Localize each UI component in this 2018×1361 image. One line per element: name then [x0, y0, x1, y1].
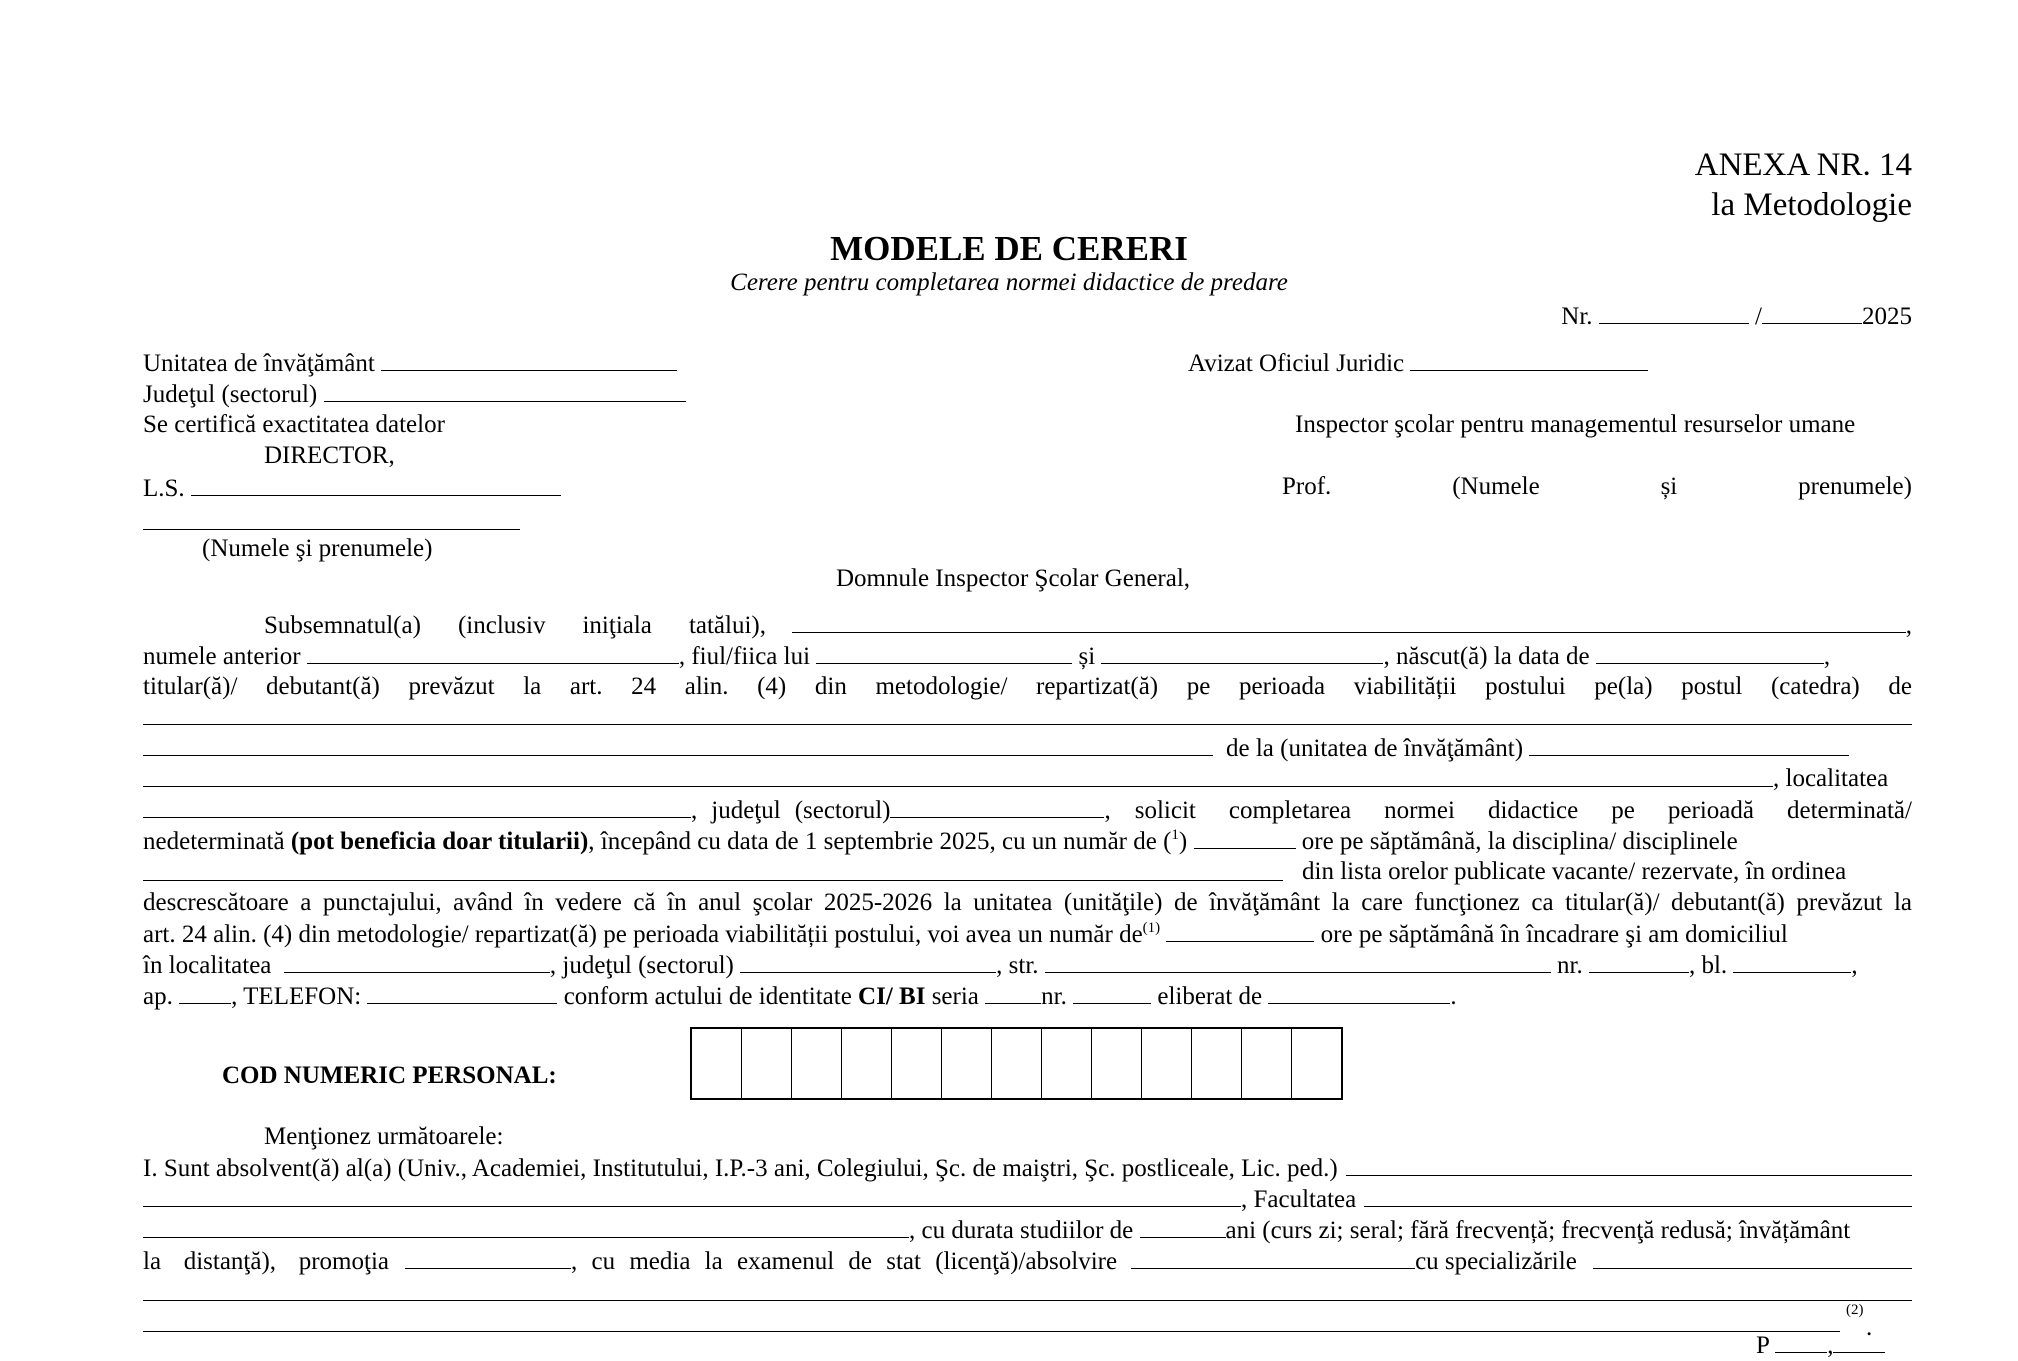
- hours-field[interactable]: [1194, 826, 1296, 849]
- cnp-digit-box[interactable]: [1292, 1029, 1341, 1098]
- word: promoţia: [298, 1248, 389, 1275]
- word: Subsemnatul(a): [264, 612, 421, 639]
- text: art. 24 alin. (4) din metodologie/ repartizat(ă) pe perioada viabilității postului, voi avea un număr de: [143, 921, 1143, 948]
- word: distanţă),: [183, 1248, 277, 1275]
- body-line-9: din lista orelor publicate vacante/ rezervate, în ordinea: [1302, 858, 1847, 885]
- director-label: DIRECTOR,: [264, 442, 395, 469]
- phone-label: , TELEFON:: [231, 983, 362, 1010]
- inspector-name-line: [1282, 472, 1912, 502]
- number-label: nr.: [1557, 952, 1583, 979]
- nr-label: Nr.: [1561, 303, 1593, 330]
- prof-word: Prof.: [1282, 473, 1332, 500]
- street-label: , str.: [996, 952, 1039, 979]
- titular-note: (pot beneficia doar titularii): [290, 828, 589, 855]
- exam-average-label: , cu media la examenul de stat (licenţă)/absolvire: [571, 1248, 1118, 1275]
- comma: ,: [1104, 797, 1111, 824]
- applicant-name-field[interactable]: [792, 610, 1906, 633]
- salutation: Domnule Inspector Şcolar General,: [836, 565, 1191, 592]
- faculty-field-continued[interactable]: [143, 1215, 909, 1238]
- word: pe: [1186, 673, 1211, 700]
- father-name-field[interactable]: [816, 641, 1072, 664]
- word: completarea: [1228, 797, 1352, 824]
- cnp-grid: [690, 1027, 1343, 1100]
- prof-word: și: [1660, 473, 1678, 500]
- phone-field[interactable]: [367, 981, 557, 1004]
- id-number-field[interactable]: [1073, 981, 1151, 1004]
- word: la: [523, 673, 542, 700]
- p-field-1[interactable]: [1775, 1330, 1827, 1353]
- from-unit-field[interactable]: [1529, 733, 1849, 756]
- specializations-field-2[interactable]: [143, 1300, 1912, 1301]
- comma: ,: [1851, 952, 1858, 979]
- body-line-3: [143, 672, 1912, 702]
- word: postul: [1681, 673, 1743, 700]
- faculty-label: , Facultatea: [1241, 1186, 1357, 1213]
- graduate-label: I. Sunt absolvent(ă) al(a) (Univ., Academiei, Institutului, I.P.-3 ani, Colegiului, Şc. de maiştri, Şc. postliceale, Lic. ped.): [143, 1155, 1338, 1182]
- cnp-digit-box[interactable]: [842, 1029, 892, 1098]
- ls-line: [143, 473, 561, 503]
- word: prevăzut: [408, 673, 495, 700]
- issued-by-label: eliberat de: [1157, 983, 1263, 1010]
- street-field[interactable]: [1045, 950, 1551, 973]
- certifica-label: Se certifică exactitatea datelor: [143, 411, 445, 438]
- promotion-field[interactable]: [405, 1246, 571, 1269]
- body-line-5: [1226, 733, 1849, 763]
- mentions-intro: Menţionez următoarele:: [264, 1123, 504, 1150]
- id-doc-label: conform actului de identitate: [563, 983, 852, 1010]
- judetul-field[interactable]: [324, 379, 686, 402]
- text: ore pe săptămână, la disciplina/ disciplinele: [1301, 828, 1738, 855]
- applicant-label: [264, 611, 766, 641]
- unitatea-label: Unitatea de învăţământ: [143, 350, 375, 377]
- birth-date-field[interactable]: [1596, 641, 1824, 664]
- body-line-1: [264, 610, 1912, 640]
- disciplines-field[interactable]: [143, 880, 1283, 881]
- period: .: [1450, 983, 1457, 1010]
- p-label: P: [1756, 1332, 1769, 1359]
- mentions-line-1: [143, 1153, 1912, 1183]
- footnote-ref-1: 1: [1171, 827, 1179, 843]
- avizat-field[interactable]: [1410, 348, 1648, 371]
- id-number-label: nr.: [1041, 983, 1067, 1010]
- registration-number: [1561, 301, 1912, 331]
- mother-name-field[interactable]: [1101, 641, 1383, 664]
- specializations-field[interactable]: [1593, 1246, 1912, 1269]
- word: viabilității: [1353, 673, 1457, 700]
- word: titular(ă)/: [143, 673, 238, 700]
- nr-field[interactable]: [1599, 301, 1749, 324]
- and-label: și: [1078, 643, 1096, 670]
- unitatea-line: [143, 348, 677, 378]
- word: pe: [1611, 797, 1635, 824]
- duration-label: , cu durata studiilor de: [909, 1217, 1134, 1244]
- avizat-label: Avizat Oficiul Juridic: [1188, 350, 1405, 377]
- word: iniţiala: [582, 612, 652, 639]
- word: determinată/: [1787, 797, 1912, 824]
- text: ): [1178, 828, 1188, 855]
- text: ore pe săptămână în încadrare şi am domiciliul: [1320, 921, 1788, 948]
- cnp-digit-box[interactable]: [892, 1029, 942, 1098]
- page-marker: [1756, 1330, 1885, 1360]
- prof-word: prenumele): [1798, 473, 1912, 500]
- specializations-field-3[interactable]: [143, 1331, 1840, 1332]
- cnp-digit-box[interactable]: [1242, 1029, 1292, 1098]
- word: din: [814, 673, 847, 700]
- cnp-digit-box[interactable]: [1192, 1029, 1242, 1098]
- prof-word: (Numele: [1452, 473, 1540, 500]
- p-field-2[interactable]: [1833, 1330, 1885, 1353]
- word: didactice: [1487, 797, 1579, 824]
- director-name-caption: (Numele şi prenumele): [202, 535, 433, 562]
- body-line-11: [143, 919, 1788, 949]
- word: de: [1888, 673, 1912, 700]
- annex-subtitle: la Metodologie: [1711, 187, 1912, 223]
- body-line-13: [143, 981, 1457, 1011]
- faculty-field[interactable]: [1364, 1184, 1912, 1207]
- exam-average-field[interactable]: [1131, 1246, 1415, 1269]
- issued-by-field[interactable]: [1268, 981, 1450, 1004]
- mentions-line-3: [143, 1215, 1850, 1245]
- birth-date-label: , născut(ă) la data de: [1383, 643, 1590, 670]
- from-unit-label: de la (unitatea de învăţământ): [1226, 735, 1524, 762]
- period: .: [1866, 1314, 1873, 1341]
- catedra-field-2[interactable]: [143, 755, 1213, 756]
- cnp-digit-box[interactable]: [1092, 1029, 1142, 1098]
- block-label: , bl.: [1688, 952, 1728, 979]
- series-label: seria: [931, 983, 979, 1010]
- body-line-10: descrescătoare a punctajului, având în vedere că în anul şcolar 2025-2026 la unitatea (unităţile) de învăţământ la care funcţionez ca titular(ă)/ debutant(ă) prevăzut la: [143, 889, 1912, 916]
- request-text: [1135, 796, 1912, 826]
- footnote-ref-2: (2): [1846, 1302, 1864, 1318]
- body-line-8: [143, 826, 1738, 856]
- director-signature-field[interactable]: [191, 473, 561, 496]
- word: (inclusiv: [457, 612, 546, 639]
- comma: ,: [691, 797, 698, 824]
- cnp-digit-box[interactable]: [692, 1029, 742, 1098]
- nr-year: 2025: [1862, 303, 1912, 330]
- number-field[interactable]: [1589, 950, 1689, 973]
- comma: ,: [1823, 643, 1831, 670]
- localitatea-label: , localitatea: [1773, 765, 1889, 792]
- institution-field-continued[interactable]: [143, 1184, 1241, 1207]
- cnp-digit-box[interactable]: [992, 1029, 1042, 1098]
- word: postului: [1485, 673, 1566, 700]
- domicile-county-label: , judeţul (sectorul): [549, 952, 734, 979]
- catedra-field-1[interactable]: [143, 724, 1912, 725]
- word: (catedra): [1770, 673, 1860, 700]
- study-form-label: ani (curs zi; seral; fără frecvență; frecvenţă redusă; învățământ: [1225, 1217, 1851, 1244]
- cnp-label: COD NUMERIC PERSONAL:: [222, 1062, 557, 1089]
- institution-field[interactable]: [1346, 1153, 1912, 1176]
- mentions-line-4: [143, 1246, 1912, 1276]
- from-unit-field-continued[interactable]: [143, 786, 1773, 787]
- doc-subtitle: Cerere pentru completarea normei didactice de predare: [730, 269, 1288, 296]
- cnp-digit-box[interactable]: [1042, 1029, 1092, 1098]
- word: 24: [631, 673, 657, 700]
- body-line-12: [143, 950, 1858, 980]
- cnp-digit-box[interactable]: [1142, 1029, 1192, 1098]
- word: (4): [757, 673, 787, 700]
- word: solicit: [1134, 797, 1196, 824]
- domicile-locality-field[interactable]: [284, 950, 550, 973]
- body-line-2: [143, 641, 1830, 671]
- promotion-label: [143, 1247, 389, 1277]
- word: perioadă: [1667, 797, 1754, 824]
- judetul-label: Judeţul (sectorul): [143, 381, 318, 408]
- previous-name-label: numele anterior: [143, 643, 301, 670]
- footnote-ref-1b: (1): [1142, 920, 1161, 936]
- word: la: [143, 1248, 162, 1275]
- director-name-field[interactable]: [143, 529, 520, 530]
- block-field[interactable]: [1733, 950, 1851, 973]
- sectorul-word: (sectorul): [794, 797, 891, 824]
- mentions-line-2: [143, 1184, 1912, 1214]
- word: art.: [569, 673, 603, 700]
- apartment-field[interactable]: [179, 981, 231, 1004]
- total-hours-field[interactable]: [1166, 919, 1314, 942]
- cnp-digit-box[interactable]: [942, 1029, 992, 1098]
- judet-field[interactable]: [890, 795, 1104, 818]
- id-type: CI/ BI: [858, 983, 926, 1010]
- id-series-field[interactable]: [985, 981, 1041, 1004]
- comma: ,: [1827, 1332, 1834, 1359]
- domicile-county-field[interactable]: [740, 950, 996, 973]
- cnp-digit-box[interactable]: [792, 1029, 842, 1098]
- localitatea-field[interactable]: [143, 795, 691, 818]
- annex-title: ANEXA NR. 14: [1694, 147, 1912, 183]
- word: tatălui),: [688, 612, 766, 639]
- domicile-locality-label: în localitatea: [143, 952, 272, 979]
- text: nedeterminată: [143, 828, 285, 855]
- judetul-line: [143, 379, 686, 409]
- inspector-label: Inspector şcolar pentru managementul resurselor umane: [1295, 411, 1856, 438]
- text: , începând cu data de 1 septembrie 2025, cu un număr de (: [588, 828, 1172, 855]
- ls-label: L.S.: [143, 475, 185, 502]
- word: perioada: [1239, 673, 1326, 700]
- unitatea-field[interactable]: [381, 348, 677, 371]
- nr-separator: /: [1755, 303, 1762, 330]
- nr-date-field[interactable]: [1762, 301, 1862, 324]
- body-line-7: [143, 795, 1912, 825]
- judetul-word: judeţul: [711, 797, 781, 824]
- word: normei: [1384, 797, 1455, 824]
- duration-field[interactable]: [1140, 1215, 1226, 1238]
- doc-title: MODELE DE CERERI: [830, 229, 1188, 268]
- parent-label: , fiul/fiica lui: [678, 643, 811, 670]
- previous-name-field[interactable]: [307, 641, 679, 664]
- word: pe(la): [1594, 673, 1653, 700]
- avizat-line: [1188, 348, 1648, 378]
- word: debutant(ă): [266, 673, 380, 700]
- word: alin.: [684, 673, 729, 700]
- apartment-label: ap.: [143, 983, 173, 1010]
- word: repartizat(ă): [1036, 673, 1159, 700]
- cnp-digit-box[interactable]: [742, 1029, 792, 1098]
- specializations-label: cu specializările: [1415, 1248, 1577, 1275]
- comma: ,: [1905, 612, 1912, 639]
- word: metodologie/: [875, 673, 1008, 700]
